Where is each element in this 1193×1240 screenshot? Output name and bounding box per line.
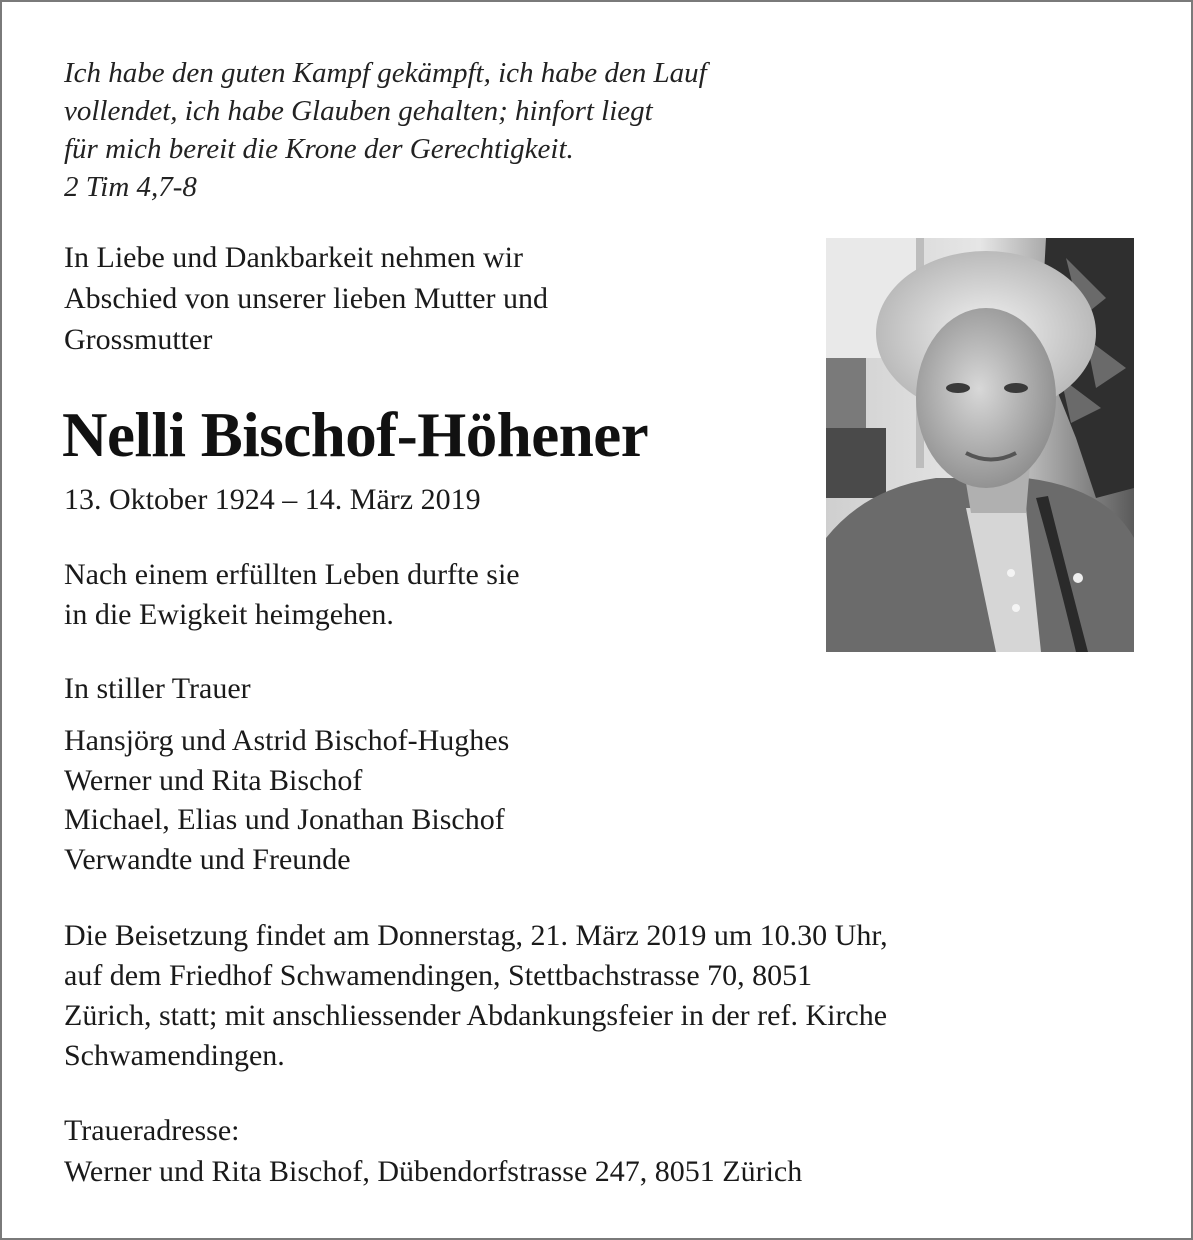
mourning-address [64,1110,802,1192]
intro-line: In Liebe und Dankbarkeit nehmen wir [64,241,524,274]
life-line: Nach einem erfüllten Leben durfte sie [64,558,520,591]
funeral-line: Schwamendingen. [64,1039,285,1072]
funeral-line: Die Beisetzung findet am Donnerstag, 21. März 2019 um 10.30 Uhr, [64,919,888,952]
life-dates: 13. Oktober 1924 – 14. März 2019 [64,483,481,516]
verse-line: vollendet, ich habe Glauben gehalten; hinfort liegt [64,95,653,127]
life-line: in die Ewigkeit heimgehen. [64,598,394,631]
verse-line: Ich habe den guten Kampf gekämpft, ich habe den Lauf [64,57,707,89]
mourner-entry: Michael, Elias und Jonathan Bischof [64,803,505,836]
intro-text [64,237,548,360]
verse-line: für mich bereit die Krone der Gerechtigkeit. [64,133,574,165]
verse-reference: 2 Tim 4,7-8 [64,171,197,203]
bible-verse [64,54,707,206]
deceased-name: Nelli Bischof-Höhener [62,400,649,470]
funeral-line: Zürich, statt; mit anschliessender Abdankungsfeier in der ref. Kirche [64,999,888,1032]
funeral-details [64,916,888,1076]
address-label: Traueradresse: [64,1114,240,1147]
mourner-entry: Werner und Rita Bischof [64,763,363,797]
address-value: Werner und Rita Bischof, Dübendorfstrasse 247, 8051 Zürich [64,1155,803,1188]
portrait-image [826,238,1134,652]
life-statement [64,555,520,635]
mourning-heading: In stiller Trauer [64,672,251,705]
intro-line: Grossmutter [64,323,213,356]
mourners-list [64,721,509,879]
mourner-entry: Hansjörg und Astrid Bischof-Hughes [64,724,510,757]
portrait-photo [826,238,1134,652]
intro-line: Abschied von unserer lieben Mutter und [64,282,549,315]
funeral-line: auf dem Friedhof Schwamendingen, Stettbachstrasse 70, 8051 [64,959,813,992]
mourner-entry: Verwandte und Freunde [64,842,351,876]
